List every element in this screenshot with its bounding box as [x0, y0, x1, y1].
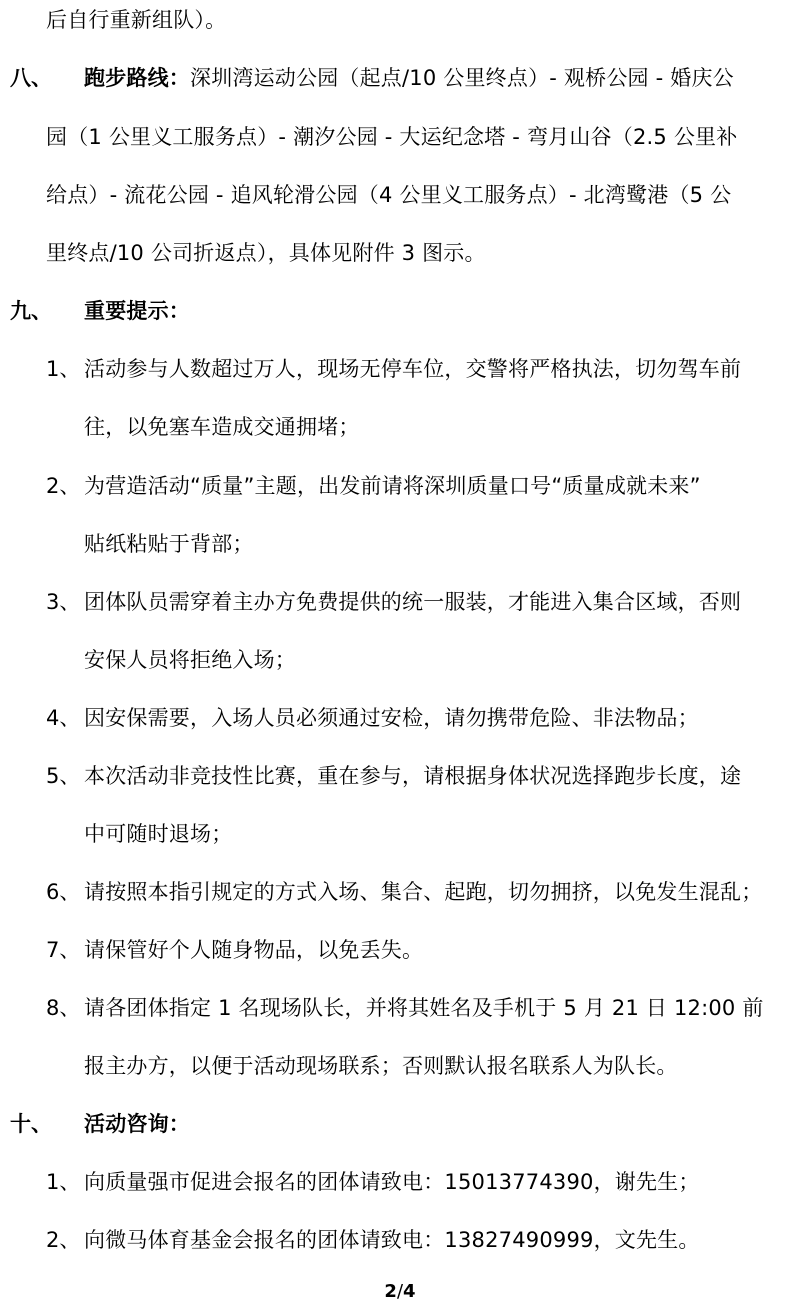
tip-8-number: 8、	[46, 996, 81, 1020]
section-8-title: 跑步路线：	[84, 66, 190, 90]
tip-5-line-2: 中可随时退场；	[84, 822, 233, 846]
page-number	[0, 1281, 800, 1303]
tip-5-number: 5、	[46, 764, 81, 788]
tip-7-number: 7、	[46, 938, 81, 962]
section-8-line-3: 给点）- 流花公园 - 追风轮滑公园（4 公里义工服务点）- 北湾鹭港（5 公	[46, 183, 732, 207]
tip-3-line-1: 团体队员需穿着主办方免费提供的统一服装，才能进入集合区域，否则	[84, 590, 742, 614]
tip-1-line-1: 活动参与人数超过万人，现场无停车位，交警将严格执法，切勿驾车前	[84, 357, 742, 381]
intro-tail-text: 后自行重新组队）。	[46, 8, 227, 32]
tip-2-line-1: 为营造活动“质量”主题，出发前请将深圳质量口号“质量成就未来”	[84, 474, 701, 498]
tip-8-line-1: 请各团体指定 1 名现场队长，并将其姓名及手机于 5 月 21 日 12:00 前	[84, 996, 764, 1020]
tip-6-line-1: 请按照本指引规定的方式入场、集合、起跑，切勿拥挤，以免发生混乱；	[84, 880, 763, 904]
page-total: 4	[403, 1281, 416, 1302]
tip-2-number: 2、	[46, 474, 81, 498]
contact-2-line: 向微马体育基金会报名的团体请致电：13827490999，文先生。	[84, 1228, 700, 1252]
section-9-title: 重要提示：	[84, 299, 190, 323]
section-8-line-2: 园（1 公里义工服务点）- 潮汐公园 - 大运纪念塔 - 弯月山谷（2.5 公里补	[46, 125, 738, 149]
page-current: 2	[384, 1281, 397, 1302]
section-8-line-4: 里终点/10 公司折返点），具体见附件 3 图示。	[46, 241, 486, 265]
contact-2-number: 2、	[46, 1228, 81, 1252]
page-separator: /	[396, 1281, 404, 1302]
tip-1-line-2: 往，以免塞车造成交通拥堵；	[84, 415, 360, 439]
section-8-first-line	[84, 64, 734, 92]
section-8-line-1: 深圳湾运动公园（起点/10 公里终点）- 观桥公园 - 婚庆公	[190, 66, 734, 90]
section-8-number: 八、	[10, 66, 52, 90]
tip-1-number: 1、	[46, 357, 81, 381]
tip-3-line-2: 安保人员将拒绝入场；	[84, 648, 296, 672]
tip-7-line-1: 请保管好个人随身物品，以免丢失。	[84, 938, 424, 962]
tip-4-line-1: 因安保需要，入场人员必须通过安检，请勿携带危险、非法物品；	[84, 706, 699, 730]
section-10-title: 活动咨询：	[84, 1112, 190, 1136]
tip-6-number: 6、	[46, 880, 81, 904]
tip-8-line-2: 报主办方，以便于活动现场联系；否则默认报名联系人为队长。	[84, 1054, 678, 1078]
contact-1-line: 向质量强市促进会报名的团体请致电：15013774390，谢先生；	[84, 1170, 700, 1194]
tip-5-line-1: 本次活动非竞技性比赛，重在参与，请根据身体状况选择跑步长度，途	[84, 764, 742, 788]
contact-1-number: 1、	[46, 1170, 81, 1194]
tip-4-number: 4、	[46, 706, 81, 730]
tip-3-number: 3、	[46, 590, 81, 614]
section-10-number: 十、	[10, 1112, 52, 1136]
section-9-number: 九、	[10, 299, 52, 323]
tip-2-line-2: 贴纸粘贴于背部；	[84, 532, 254, 556]
